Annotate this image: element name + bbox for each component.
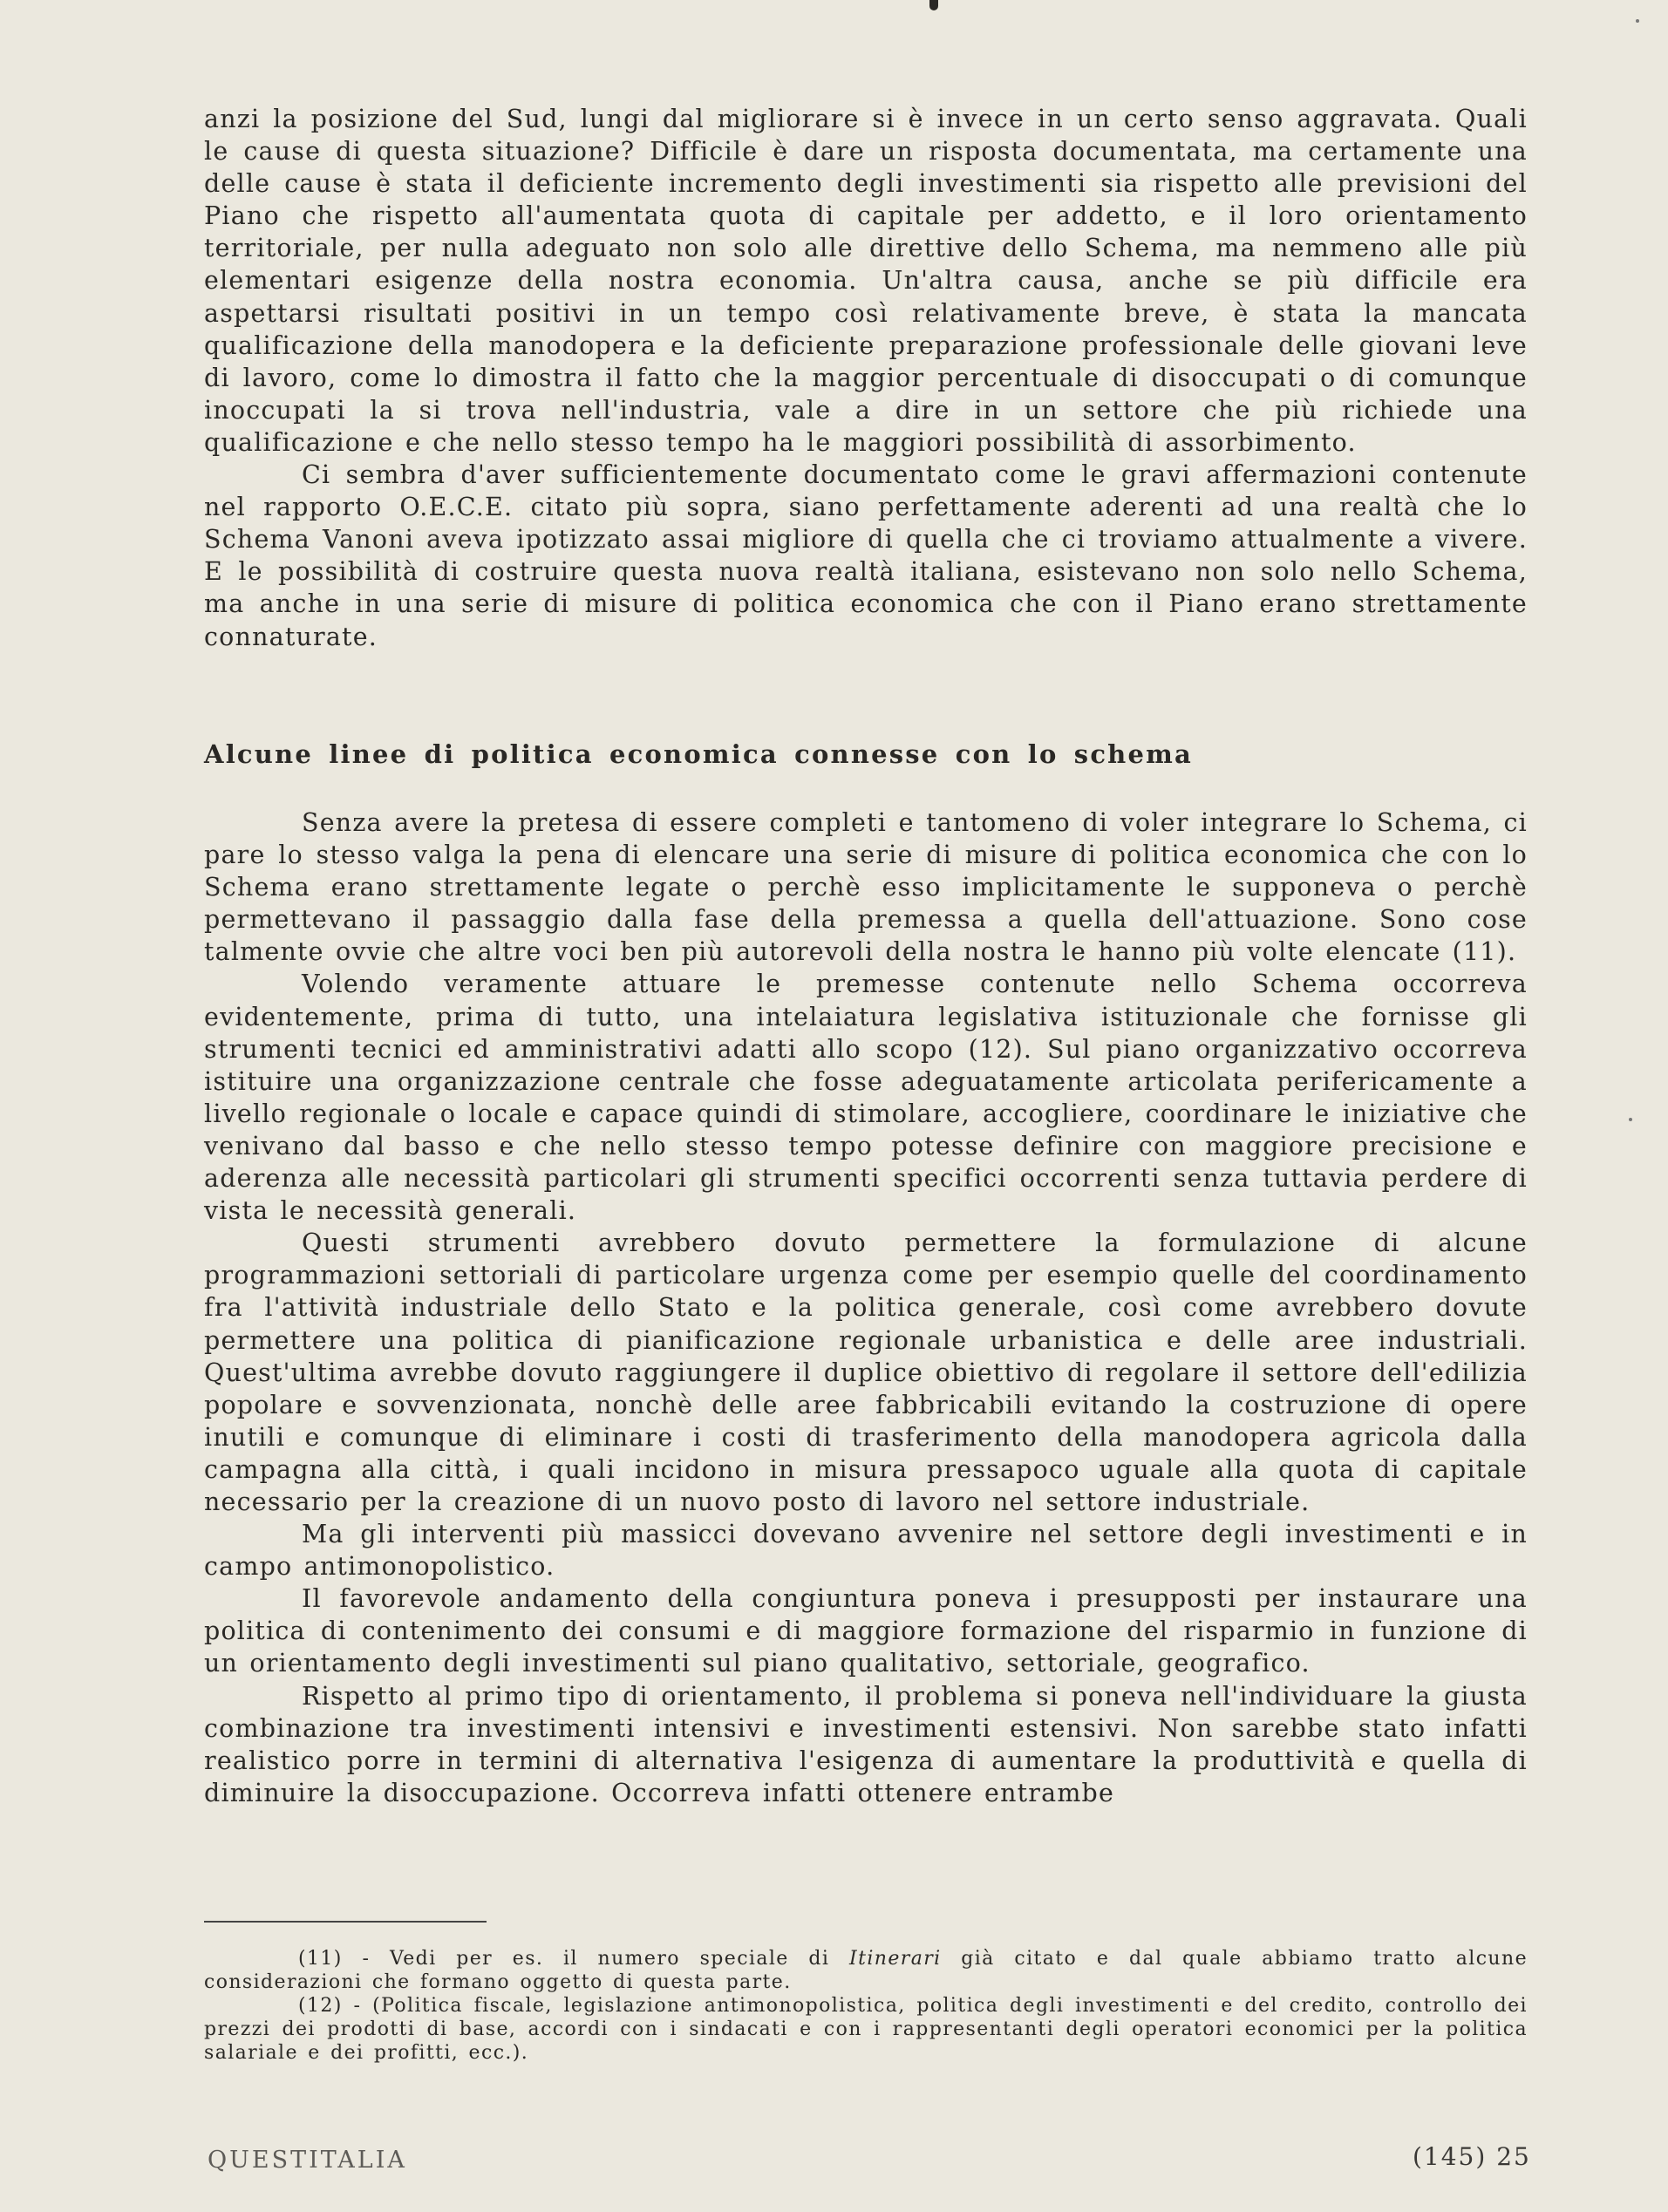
edge-speck (1629, 1118, 1632, 1121)
footnote-divider (204, 1921, 487, 1923)
paragraph: Ma gli interventi più massicci dovevano avvenire nel settore degli investimenti e in campo antimonopolistico. (204, 1520, 1528, 1582)
footnote-italic-title: Itinerari (849, 1948, 942, 1970)
top-ink-mark (929, 0, 938, 10)
edge-speck (1636, 19, 1639, 23)
paragraph: Il favorevole andamento della congiuntura poneva i presupposti per instaurare una politica di contenimento dei consumi e di maggiore formazione del risparmio in funzione di un orientamento degli investimenti sul piano qualitativo, settoriale, geografico. (204, 1584, 1528, 1678)
paragraph: Ci sembra d'aver sufficientemente documentato come le gravi affermazioni contenute nel rapporto O.E.C.E. citato più sopra, siano perfettamente aderenti ad una realtà che lo Schema Vanoni aveva ipotizzato assai migliore di quella che ci troviamo attualmente a vivere. E le possibilità di costruire questa nuova realtà italiana, esistevano non solo nello Schema, ma anche in una serie di misure di politica economica che con il Piano erano strettamente connaturate. (204, 460, 1528, 651)
paragraph: Volendo veramente attuare le premesse contenute nello Schema occorreva evidentemente, prima di tutto, una intelaiatura legislativa istituzionale che fornisse gli strumenti tecnici ed amministrativi adatti allo scopo (12). Sul piano organizzativo occorreva istituire una organizzazione centrale che fosse adeguatamente articolata perifericamente a livello regionale o locale e capace quindi di stimolare, accogliere, coordinare le iniziative che venivano dal basso e che nello stesso tempo potesse definire con maggiore precisione e aderenza alle necessità particolari gli strumenti specifici occorrenti senza tuttavia perdere di vista le necessità generali. (204, 970, 1528, 1226)
paragraph: Questi strumenti avrebbero dovuto permettere la formulazione di alcune programmazioni settoriali di particolare urgenza come per esempio quelle del coordinamento fra l'attività industriale dello Stato e la politica generale, così come avrebbero dovute permettere una politica di pianificazione regionale urbanistica e delle aree industriali. Quest'ultima avrebbe dovuto raggiungere il duplice obiettivo di regolare il settore dell'edilizia popolare e sovvenzionata, nonchè delle aree fabbricabili evitando la costruzione di opere inutili e comunque di eliminare i costi di trasferimento della manodopera agricola dalla campagna alla città, i quali incidono in misura pressapoco uguale alla quota di capitale necessario per la creazione di un nuovo posto di lavoro nel settore industriale. (204, 1229, 1528, 1516)
footnote-11 (204, 1947, 1528, 1994)
paragraph: Senza avere la pretesa di essere completi e tantomeno di voler integrare lo Schema, ci pare lo stesso valga la pena di elencare una serie di misure di politica economica che con lo Schema erano strettamente legate o perchè esso implicitamente le supponeva o perchè permettevano il passaggio dalla fase della premessa a quella dell'attuazione. Sono cose talmente ovvie che altre voci ben più autorevoli della nostra le hanno più volte elencate (11). (204, 808, 1528, 967)
body-text-top (204, 103, 1528, 653)
body-text-bottom (204, 807, 1528, 1809)
footnotes (204, 1947, 1528, 2065)
page-number: (145) 25 (1413, 2142, 1531, 2171)
footnote-12: (12) - (Politica fiscale, legislazione antimonopolistica, politica degli investimenti e del credito, controllo dei prezzi dei prodotti di base, accordi con i sindacati e con i rappresentanti degli operatori economici per la politica salariale e dei profitti, ecc.). (204, 1995, 1528, 2064)
paragraph: Rispetto al primo tipo di orientamento, il problema si poneva nell'individuare la giusta combinazione tra investimenti intensivi e investimenti estensivi. Non sarebbe stato infatti realistico porre in termini di alternativa l'esigenza di aumentare la produttività e quella di diminuire la disoccupazione. Occorreva infatti ottenere entrambe (204, 1681, 1528, 1807)
footnote-text: (11) - Vedi per es. il numero speciale di (298, 1948, 850, 1970)
journal-name: QUESTITALIA (208, 2147, 407, 2174)
footnote-text: già citato e dal quale abbiamo tratto alcune considerazioni che formano oggetto di questa parte. (204, 1948, 1528, 1993)
paragraph: anzi la posizione del Sud, lungi dal migliorare si è invece in un certo senso aggravata. Quali le cause di questa situazione? Difficile è dare un risposta documentata, ma certamente una delle cause è stata il deficiente incremento degli investimenti sia rispetto alle previsioni del Piano che rispetto all'aumentata quota di capitale per addetto, e il loro orientamento territoriale, per nulla adeguato non solo alle direttive dello Schema, ma nemmeno alle più elementari esigenze della nostra economia. Un'altra causa, anche se più difficile era aspettarsi risultati positivi in un tempo così relativamente breve, è stata la mancata qualificazione della manodopera e la deficiente preparazione professionale delle giovani leve di lavoro, come lo dimostra il fatto che la maggior percentuale di disoccupati o di comunque inoccupati la si trova nell'industria, vale a dire in un settore che più richiede una qualificazione e che nello stesso tempo ha le maggiori possibilità di assorbimento. (204, 105, 1528, 457)
section-heading: Alcune linee di politica economica connesse con lo schema (204, 739, 1193, 769)
